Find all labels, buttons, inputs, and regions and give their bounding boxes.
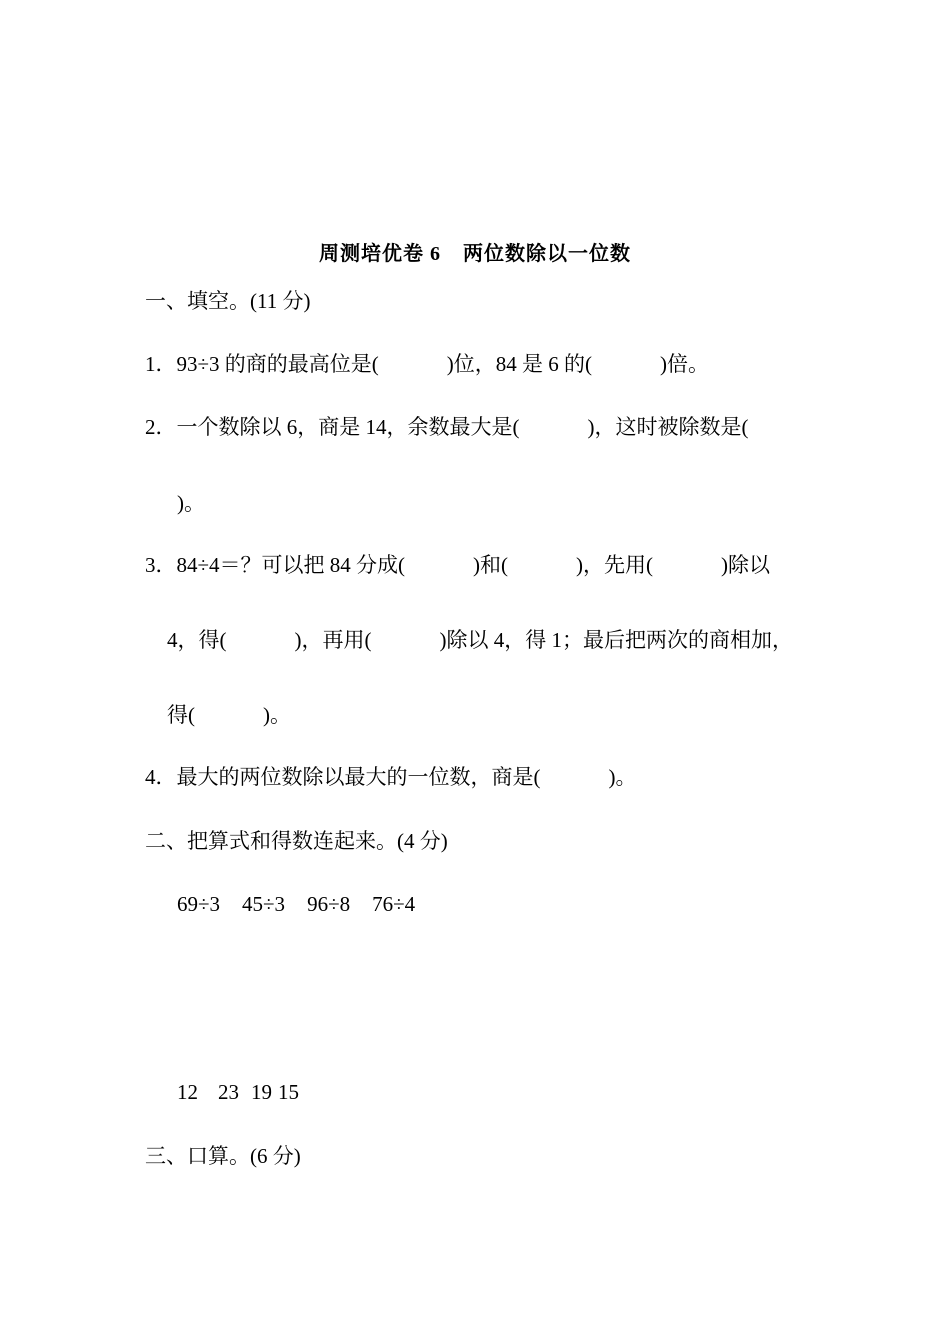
q4-text-b: )。 [608, 765, 637, 789]
q3-text-e: 4，得( [167, 628, 227, 652]
expression-item: 96÷8 [307, 892, 351, 916]
q3-text-d: )除以 [721, 553, 771, 577]
expression-item: 45÷3 [242, 892, 286, 916]
expression-item: 69÷3 [177, 892, 221, 916]
result-item: 19 [251, 1080, 272, 1104]
title-part1: 周测培优卷 6 [319, 243, 441, 265]
section2-heading: 二、把算式和得数连起来。(4 分) [145, 829, 448, 853]
q3-text-a: 3．84÷4＝？可以把 84 分成( [145, 553, 406, 577]
q3-text-h: 得( [167, 703, 195, 727]
q1-text-c: )倍。 [660, 352, 710, 376]
q1-text-b: )位，84 是 6 的( [446, 352, 593, 376]
expression-row [177, 891, 415, 917]
question-3 [145, 552, 770, 578]
expression-item: 76÷4 [372, 892, 416, 916]
question-3-cont-1 [167, 627, 793, 653]
question-2-cont [177, 490, 205, 516]
page-title [0, 237, 950, 266]
question-1 [145, 351, 709, 377]
question-2 [145, 414, 749, 440]
q3-text-i: )。 [263, 703, 291, 727]
q3-text-g: )除以 4，得 1；最后把两次的商相加， [439, 628, 793, 652]
result-item: 23 [218, 1080, 239, 1104]
question-4 [145, 764, 637, 790]
q2-text-b: )，这时被除数是( [587, 415, 749, 439]
question-3-cont-2 [167, 702, 291, 728]
section1-heading: 一、填空。(11 分) [145, 289, 311, 313]
result-item: 15 [278, 1080, 299, 1104]
q3-text-b: )和( [473, 553, 509, 577]
result-item: 12 [177, 1080, 198, 1104]
section3-heading: 三、口算。(6 分) [145, 1144, 301, 1168]
title-part2: 两位数除以一位数 [463, 243, 631, 265]
result-row [177, 1079, 299, 1105]
q2-text-a: 2．一个数除以 6，商是 14，余数最大是( [145, 415, 520, 439]
q2-text-c: )。 [177, 491, 205, 515]
q3-text-f: )，再用( [294, 628, 372, 652]
q1-text-a: 1．93÷3 的商的最高位是( [145, 352, 379, 376]
q3-text-c: )，先用( [576, 553, 654, 577]
q4-text-a: 4．最大的两位数除以最大的一位数，商是( [145, 765, 541, 789]
